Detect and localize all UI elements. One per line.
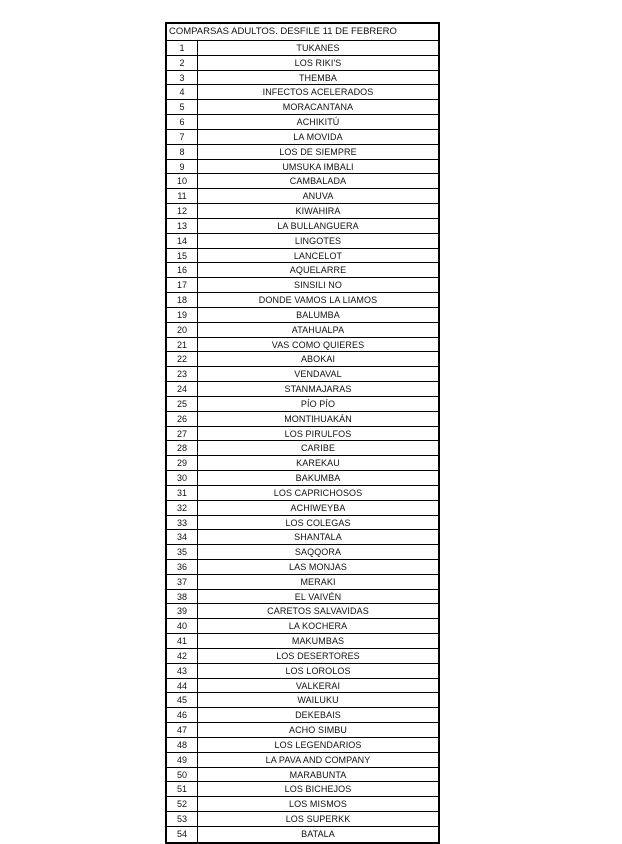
comparsa-name: BATALA [301, 828, 335, 839]
table-row [167, 100, 438, 115]
comparsa-name: LOS DE SIEMPRE [279, 146, 357, 157]
comparsa-name: ACHO SIMBU [288, 725, 347, 736]
comparsa-name: SAQQORA [294, 547, 342, 558]
comparsa-name: ACHIKITÚ [296, 117, 340, 128]
table-row [167, 204, 438, 219]
comparsa-name: STANMAJARAS [284, 384, 352, 395]
row-number: 39 [167, 604, 198, 618]
table-row [167, 352, 438, 367]
row-number: 25 [167, 397, 198, 411]
table-row [167, 530, 438, 545]
row-number: 14 [167, 234, 198, 248]
row-number: 32 [167, 501, 198, 515]
comparsa-name: PÍO PÍO [300, 398, 336, 409]
row-number: 53 [167, 812, 198, 826]
comparsa-name: LOS RIKI'S [294, 57, 342, 68]
row-number: 51 [167, 782, 198, 796]
comparsa-name: THEMBA [298, 72, 338, 83]
table-row [167, 782, 438, 797]
row-number: 48 [167, 738, 198, 752]
comparsa-name: LANCELOT [293, 250, 343, 261]
table-row [167, 234, 438, 249]
row-number: 12 [167, 204, 198, 218]
comparsa-name: EL VAIVÉN [294, 591, 342, 602]
table-row [167, 723, 438, 738]
row-number: 38 [167, 590, 198, 604]
comparsa-name: VENDAVAL [294, 369, 342, 380]
row-number: 7 [167, 130, 198, 144]
row-number: 41 [167, 634, 198, 648]
comparsa-name: ACHIWEYBA [290, 502, 346, 513]
comparsa-name: LOS SUPERKK [285, 814, 351, 825]
comparsa-name: CAMBALADA [289, 176, 347, 187]
table-row [167, 649, 438, 664]
row-number: 29 [167, 456, 198, 470]
table-row [167, 397, 438, 412]
comparsa-name: MERAKI [300, 576, 336, 587]
comparsa-name: ATAHUALPA [291, 324, 345, 335]
table-row [167, 768, 438, 783]
table-row [167, 71, 438, 86]
table-row [167, 797, 438, 812]
table-row [167, 590, 438, 605]
table-row [167, 812, 438, 827]
row-number: 21 [167, 338, 198, 352]
row-number: 36 [167, 560, 198, 574]
table-row [167, 486, 438, 501]
row-number: 16 [167, 263, 198, 277]
table-row [167, 604, 438, 619]
comparsa-name: TUKANES [296, 43, 340, 53]
row-number: 11 [167, 189, 198, 203]
row-number: 26 [167, 412, 198, 426]
row-number: 2 [167, 56, 198, 70]
table-row [167, 174, 438, 189]
row-number: 28 [167, 441, 198, 455]
row-number: 54 [167, 827, 198, 842]
row-number: 20 [167, 323, 198, 337]
row-number: 15 [167, 249, 198, 263]
row-number: 8 [167, 145, 198, 159]
comparsa-name: UMSUKA IMBALI [282, 161, 354, 172]
table-row [167, 367, 438, 382]
row-number: 47 [167, 723, 198, 737]
row-number: 13 [167, 219, 198, 233]
comparsa-name: LA KOCHERA [288, 621, 348, 632]
comparsas-table [165, 22, 440, 844]
table-body [167, 41, 438, 842]
comparsa-name: DEKEBAIS [295, 710, 341, 721]
row-number: 17 [167, 278, 198, 292]
row-number: 24 [167, 382, 198, 396]
table-row [167, 41, 438, 56]
row-number: 46 [167, 708, 198, 722]
table-row [167, 427, 438, 442]
table-row [167, 827, 438, 842]
table-row [167, 545, 438, 560]
table-row [167, 308, 438, 323]
table-row [167, 145, 438, 160]
row-number: 23 [167, 367, 198, 381]
table-row [167, 575, 438, 590]
comparsa-name: LA BULLANGUERA [277, 220, 359, 231]
comparsa-name: ANUVA [302, 191, 334, 202]
row-number: 50 [167, 768, 198, 782]
table-row [167, 471, 438, 486]
row-number: 1 [167, 41, 198, 55]
table-row [167, 130, 438, 145]
comparsa-name: KIWAHIRA [295, 206, 341, 217]
row-number: 30 [167, 471, 198, 485]
row-number: 37 [167, 575, 198, 589]
comparsa-name: LA PAVA AND COMPANY [265, 754, 371, 765]
table-row [167, 456, 438, 471]
row-number: 42 [167, 649, 198, 663]
table-row [167, 679, 438, 694]
table-row [167, 753, 438, 768]
comparsa-name: SHANTALA [294, 532, 342, 543]
row-number: 43 [167, 664, 198, 678]
comparsa-name: LOS COLEGAS [285, 517, 351, 528]
row-number: 9 [167, 160, 198, 174]
table-row [167, 560, 438, 575]
comparsa-name: MORACANTANA [282, 102, 354, 113]
comparsa-name: BAKUMBA [295, 473, 341, 484]
comparsa-name: LOS CAPRICHOSOS [273, 487, 363, 498]
row-number: 5 [167, 100, 198, 114]
comparsa-name: WAILUKU [297, 695, 339, 706]
table-row [167, 263, 438, 278]
comparsa-name: LOS LOROLOS [285, 665, 351, 676]
comparsa-name: DONDE VAMOS LA LIAMOS [258, 295, 378, 306]
table-row [167, 115, 438, 130]
comparsa-name: KAREKAU [296, 458, 340, 469]
table-row [167, 249, 438, 264]
row-number: 44 [167, 679, 198, 693]
row-number: 33 [167, 516, 198, 530]
comparsa-name: LOS LEGENDARIOS [274, 739, 362, 750]
comparsa-name: LOS PIRULFOS [284, 428, 352, 439]
comparsa-name: BALUMBA [296, 309, 340, 320]
table-row [167, 708, 438, 723]
table-row [167, 293, 438, 308]
table-row [167, 56, 438, 71]
comparsa-name: LOS DESERTORES [276, 650, 360, 661]
table-row [167, 619, 438, 634]
table-row [167, 85, 438, 100]
table-row [167, 189, 438, 204]
table-row [167, 338, 438, 353]
comparsa-name: ABOKAI [300, 354, 336, 365]
comparsa-name: INFECTOS ACELERADOS [262, 87, 374, 98]
table-row [167, 516, 438, 531]
row-number: 22 [167, 352, 198, 366]
row-number: 10 [167, 174, 198, 188]
table-row [167, 160, 438, 175]
table-row [167, 323, 438, 338]
table-row [167, 664, 438, 679]
comparsa-name: VAS COMO QUIERES [271, 339, 365, 350]
table-row [167, 441, 438, 456]
table-row [167, 382, 438, 397]
comparsa-name: SINSILI NO [293, 280, 342, 291]
comparsa-name: MAKUMBAS [291, 636, 345, 647]
row-number: 45 [167, 693, 198, 707]
comparsa-name: LA MOVIDA [293, 131, 343, 142]
comparsa-name: MONTIHUAKÁN [284, 413, 352, 424]
comparsa-name: LOS MISMOS [288, 799, 347, 810]
row-number: 19 [167, 308, 198, 322]
comparsa-name: VALKERAI [295, 680, 341, 691]
row-number: 4 [167, 85, 198, 99]
table-row [167, 412, 438, 427]
row-number: 40 [167, 619, 198, 633]
row-number: 52 [167, 797, 198, 811]
row-number: 34 [167, 530, 198, 544]
comparsa-name: LOS BICHEJOS [284, 784, 352, 795]
comparsa-name: LAS MONJAS [288, 561, 347, 572]
comparsa-name: AQUELARRE [289, 265, 347, 276]
row-number: 49 [167, 753, 198, 767]
comparsa-name: CARIBE [300, 443, 336, 454]
comparsa-name: CARETOS SALVAVIDAS [267, 606, 369, 617]
table-row [167, 501, 438, 516]
table-row [167, 278, 438, 293]
comparsa-name: LINGOTES [294, 235, 342, 246]
row-number: 3 [167, 71, 198, 85]
row-number: 6 [167, 115, 198, 129]
table-title: COMPARSAS ADULTOS. DESFILE 11 DE FEBRERO [167, 24, 438, 41]
comparsa-name: MARABUNTA [289, 769, 347, 780]
row-number: 18 [167, 293, 198, 307]
table-row [167, 634, 438, 649]
row-number: 35 [167, 545, 198, 559]
table-row [167, 219, 438, 234]
row-number: 27 [167, 427, 198, 441]
table-row [167, 693, 438, 708]
table-row [167, 738, 438, 753]
row-number: 31 [167, 486, 198, 500]
